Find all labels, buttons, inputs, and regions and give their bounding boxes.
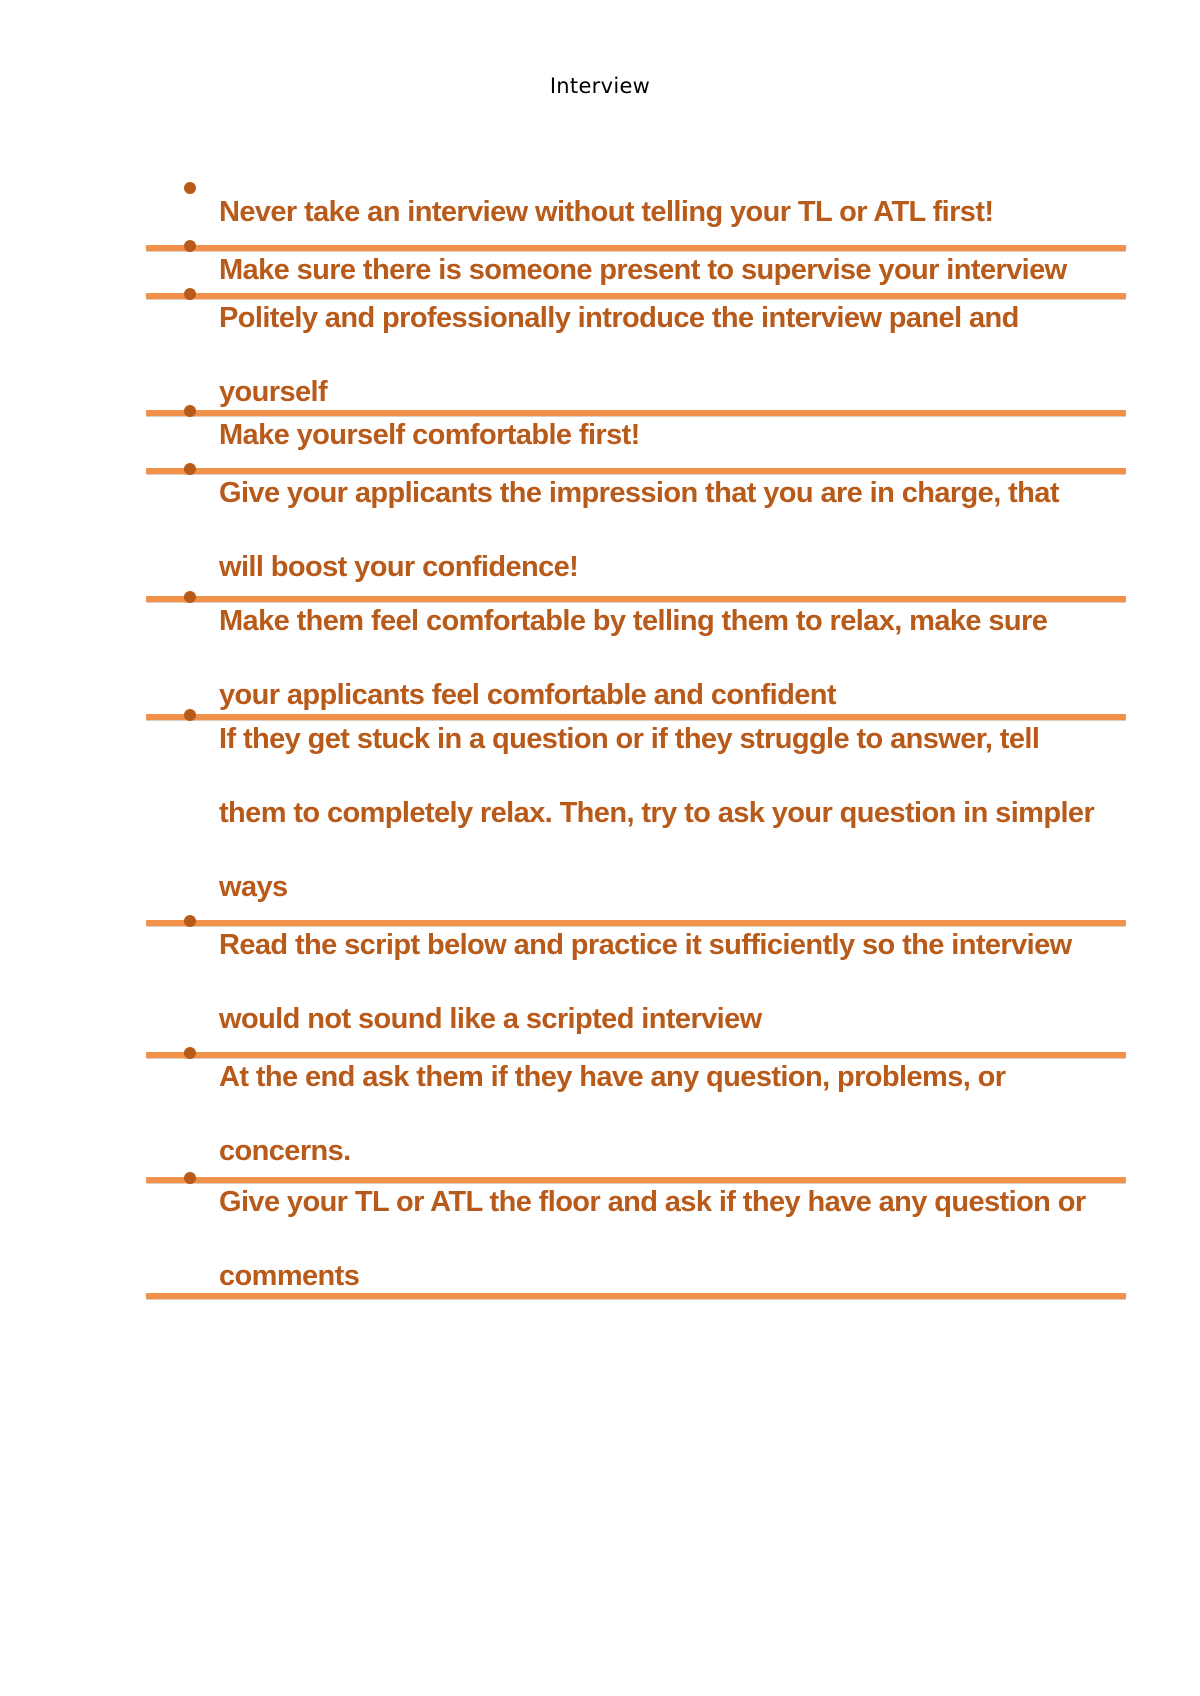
bullet-icon xyxy=(184,463,196,475)
list-item-text: Make sure there is someone present to supervise your interview xyxy=(219,254,1067,286)
bullet-icon xyxy=(184,240,196,252)
list-item-text: Give your applicants the impression that you are in charge, that will boost your confidence! xyxy=(219,477,1059,583)
list-item-text: Politely and professionally introduce the interview panel and yourself xyxy=(219,302,1019,408)
bullet-icon xyxy=(184,915,196,927)
bullet-icon xyxy=(184,591,196,603)
list-item-text: Never take an interview without telling your TL or ATL first! xyxy=(219,196,994,228)
list-item-text: Make them feel comfortable by telling them to relax, make sure your applicants feel comfortable and confident xyxy=(219,605,1048,711)
bullet-icon xyxy=(184,288,196,300)
bullet-icon xyxy=(184,1047,196,1059)
page-title: Interview xyxy=(549,74,651,98)
list-item-text: Give your TL or ATL the floor and ask if they have any question or comments xyxy=(219,1186,1086,1292)
list-item xyxy=(146,908,1126,1056)
list-item xyxy=(146,702,1126,924)
guideline-list xyxy=(146,193,1126,1299)
list-item xyxy=(146,456,1126,604)
list-item-text: Read the script below and practice it sufficiently so the interview would not sound like a scripted interview xyxy=(219,929,1072,1035)
list-item-text: At the end ask them if they have any question, problems, or concerns. xyxy=(219,1061,1006,1167)
list-item-text: If they get stuck in a question or if they struggle to answer, tell them to completely relax. Then, try to ask your question in simpler ways xyxy=(219,723,1095,903)
list-item-text: Make yourself comfortable first! xyxy=(219,419,640,451)
bullet-icon xyxy=(184,709,196,721)
list-item xyxy=(146,1165,1126,1313)
bullet-icon xyxy=(184,405,196,417)
bullet-icon xyxy=(184,182,196,194)
bullet-icon xyxy=(184,1172,196,1184)
